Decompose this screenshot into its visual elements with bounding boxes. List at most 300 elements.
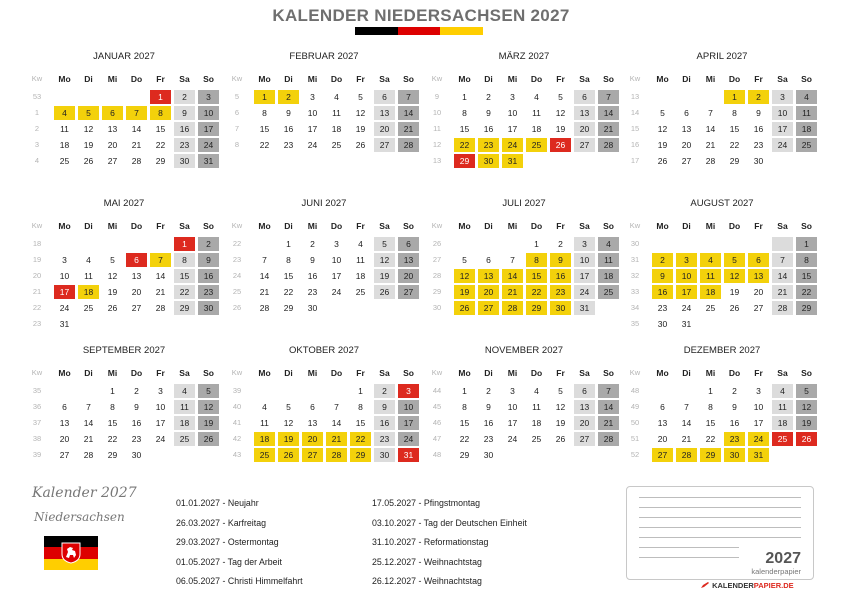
weekday-header: Mo — [258, 368, 271, 378]
week-number: 19 — [32, 255, 42, 264]
day-cell: 28 — [676, 448, 697, 462]
notes-year: 2027 — [765, 550, 801, 567]
week-number: 23 — [232, 255, 242, 264]
day-cell: 13 — [107, 124, 118, 134]
day-cell: 19 — [374, 269, 395, 283]
day-cell: 25 — [355, 287, 366, 297]
weekday-header: Kw — [31, 74, 43, 83]
day-cell: 3 — [756, 386, 761, 396]
day-cell: 15 — [107, 418, 118, 428]
weekday-header: Mi — [107, 74, 118, 84]
weekday-header: Fr — [754, 74, 763, 84]
day-cell: 31 — [574, 301, 595, 315]
weekday-header: Mo — [58, 368, 71, 378]
day-cell: 6 — [748, 253, 769, 267]
week-number: 16 — [630, 140, 640, 149]
weekday-header: Do — [330, 368, 343, 378]
weekday-header: Kw — [231, 221, 243, 230]
day-cell: 30 — [753, 156, 764, 166]
day-cell: 17 — [198, 122, 219, 136]
day-cell: 25 — [174, 432, 195, 446]
day-cell: 28 — [502, 301, 523, 315]
day-cell: 11 — [796, 106, 817, 120]
day-cell: 12 — [657, 124, 668, 134]
holiday-entry: 31.10.2027 - Reformationstag — [372, 537, 489, 547]
weekday-header: Kw — [431, 74, 443, 83]
holiday-entry: 26.03.2027 - Karfreitag — [176, 517, 266, 528]
day-cell: 21 — [131, 140, 142, 150]
week-number: 38 — [32, 434, 42, 443]
day-cell: 29 — [174, 301, 195, 315]
weekday-header: Kw — [431, 368, 443, 377]
weekday-header: Sa — [579, 221, 590, 231]
weekday-header: Mi — [507, 368, 518, 378]
day-cell: 18 — [355, 271, 366, 281]
day-cell: 19 — [796, 416, 817, 430]
day-cell: 24 — [681, 303, 692, 313]
day-cell: 30 — [174, 154, 195, 168]
day-cell: 5 — [796, 384, 817, 398]
week-number: 53 — [32, 92, 42, 101]
weekday-header: Mi — [705, 221, 716, 231]
pencil-icon — [700, 581, 710, 589]
day-cell: 18 — [531, 418, 542, 428]
weekday-header: Di — [484, 221, 493, 231]
weekday-header: Sa — [777, 221, 788, 231]
month-name: OKTOBER 2027 — [288, 345, 360, 356]
weekday-header: Mi — [507, 74, 518, 84]
day-cell: 10 — [676, 269, 697, 283]
weekday-header: Mo — [58, 221, 71, 231]
week-number: 30 — [432, 303, 442, 312]
day-cell: 24 — [59, 303, 70, 313]
day-cell: 9 — [652, 269, 673, 283]
day-cell: 21 — [598, 122, 619, 136]
week-number: 34 — [630, 303, 640, 312]
weekday-header: Mi — [107, 221, 118, 231]
day-cell: 20 — [681, 140, 692, 150]
day-cell: 12 — [454, 269, 475, 283]
day-cell: 1 — [462, 92, 467, 102]
day-cell: 29 — [796, 301, 817, 315]
day-cell: 23 — [131, 434, 142, 444]
weekday-header: Mo — [258, 221, 271, 231]
day-cell: 31 — [681, 319, 692, 329]
day-cell: 20 — [107, 140, 118, 150]
month-6 — [228, 198, 420, 338]
day-cell: 27 — [574, 138, 595, 152]
weekday-header: Do — [330, 74, 343, 84]
footer-script-subtitle: Niedersachsen — [34, 510, 125, 524]
day-cell: 2 — [748, 90, 769, 104]
day-cell: 6 — [102, 106, 123, 120]
weekday-header: Fr — [356, 221, 365, 231]
day-cell: 31 — [198, 154, 219, 168]
day-cell: 30 — [483, 450, 494, 460]
day-cell: 30 — [198, 301, 219, 315]
day-cell: 11 — [84, 271, 93, 281]
day-cell: 20 — [374, 122, 395, 136]
week-number: 13 — [630, 92, 640, 101]
day-cell: 2 — [486, 386, 491, 396]
day-cell: 1 — [150, 90, 171, 104]
holiday-entry: 29.03.2027 - Ostermontag — [176, 537, 279, 547]
day-cell: 4 — [358, 239, 363, 249]
day-cell: 28 — [705, 156, 716, 166]
day-cell: 27 — [574, 432, 595, 446]
day-cell: 16 — [307, 271, 318, 281]
day-cell: 23 — [374, 432, 395, 446]
day-cell: 4 — [174, 384, 195, 398]
weekday-header: So — [403, 221, 414, 231]
day-cell: 29 — [283, 303, 294, 313]
day-cell: 6 — [62, 402, 67, 412]
day-cell: 5 — [724, 253, 745, 267]
weekday-header: Mi — [307, 221, 318, 231]
day-cell: 23 — [483, 434, 494, 444]
day-cell: 30 — [550, 301, 571, 315]
week-number: 35 — [630, 319, 640, 328]
day-cell: 13 — [307, 418, 318, 428]
day-cell: 28 — [398, 138, 419, 152]
lower-saxony-horse-icon — [61, 542, 81, 564]
day-cell: 8 — [732, 108, 737, 118]
day-cell: 8 — [110, 402, 115, 412]
day-cell: 8 — [708, 402, 713, 412]
day-cell: 26 — [355, 140, 366, 150]
day-cell: 26 — [198, 432, 219, 446]
day-cell: 5 — [558, 92, 563, 102]
weekday-header: Di — [484, 74, 493, 84]
month-name: JUNI 2027 — [301, 198, 347, 209]
day-cell: 13 — [59, 418, 70, 428]
weekday-header: Kw — [31, 221, 43, 230]
day-cell: 30 — [657, 319, 668, 329]
weekday-header: Fr — [556, 368, 565, 378]
day-cell: 6 — [574, 384, 595, 398]
day-cell: 8 — [462, 402, 467, 412]
day-cell: 7 — [126, 106, 147, 120]
weekday-header: Do — [530, 74, 543, 84]
weekday-header: Kw — [31, 368, 43, 377]
day-cell: 10 — [772, 106, 793, 120]
day-cell: 16 — [283, 124, 294, 134]
weekday-header: So — [801, 221, 812, 231]
day-cell: 25 — [331, 140, 342, 150]
weekday-header: So — [403, 368, 414, 378]
day-cell: 10 — [198, 106, 219, 120]
day-cell: 15 — [459, 124, 470, 134]
day-cell: 13 — [681, 124, 692, 134]
day-cell: 5 — [462, 255, 467, 265]
day-cell: 6 — [574, 90, 595, 104]
day-cell: 16 — [483, 124, 494, 134]
week-number: 49 — [630, 402, 640, 411]
day-cell: 15 — [796, 269, 817, 283]
day-cell: 24 — [574, 285, 595, 299]
day-cell: 12 — [198, 400, 219, 414]
week-number: 48 — [630, 386, 640, 395]
day-cell: 26 — [374, 285, 395, 299]
day-cell: 22 — [796, 285, 817, 299]
weekday-header: Mi — [307, 74, 318, 84]
day-cell: 5 — [110, 255, 115, 265]
day-cell: 10 — [59, 271, 70, 281]
day-cell: 23 — [174, 138, 195, 152]
day-cell: 16 — [753, 124, 764, 134]
day-cell: 24 — [398, 432, 419, 446]
day-cell: 8 — [286, 255, 291, 265]
day-cell: 7 — [684, 402, 689, 412]
day-cell: 27 — [753, 303, 764, 313]
day-cell: 15 — [155, 124, 166, 134]
day-cell: 26 — [657, 156, 668, 166]
weekday-header: Mo — [58, 74, 71, 84]
day-cell: 19 — [454, 285, 475, 299]
weekday-header: Fr — [754, 221, 763, 231]
week-number: 25 — [232, 287, 242, 296]
day-cell: 26 — [555, 434, 566, 444]
day-cell: 18 — [531, 124, 542, 134]
month-name: SEPTEMBER 2027 — [82, 345, 166, 356]
weekday-header: Di — [284, 74, 293, 84]
weekday-header: Sa — [379, 368, 390, 378]
day-cell: 29 — [700, 448, 721, 462]
day-cell: 8 — [462, 108, 467, 118]
day-cell: 11 — [332, 108, 341, 118]
footer-script-title: Kalender 2027 — [32, 485, 137, 501]
notes-subtitle: kalenderpapier — [751, 567, 801, 576]
day-cell: 10 — [307, 108, 318, 118]
day-cell: 19 — [555, 124, 566, 134]
day-cell: 8 — [174, 253, 195, 267]
weekday-header: Mo — [458, 74, 471, 84]
day-cell: 26 — [278, 448, 299, 462]
weekday-header: Mo — [656, 221, 669, 231]
day-cell: 29 — [350, 448, 371, 462]
day-cell: 12 — [796, 400, 817, 414]
month-10 — [228, 345, 420, 485]
weekday-header: Do — [130, 368, 143, 378]
day-cell: 9 — [286, 108, 291, 118]
day-cell: 9 — [756, 108, 761, 118]
day-cell: 22 — [526, 285, 547, 299]
day-cell: 17 — [753, 418, 764, 428]
day-cell: 18 — [598, 269, 619, 283]
weekday-header: Fr — [356, 74, 365, 84]
week-number: 47 — [432, 434, 442, 443]
weekday-header: Fr — [556, 221, 565, 231]
day-cell: 7 — [510, 255, 515, 265]
day-cell: 20 — [478, 285, 499, 299]
day-cell: 18 — [254, 432, 275, 446]
weekday-header: Sa — [777, 368, 788, 378]
month-11 — [428, 345, 620, 485]
day-cell: 13 — [131, 271, 142, 281]
day-cell: 6 — [310, 402, 315, 412]
day-cell: 21 — [398, 122, 419, 136]
week-number: 44 — [432, 386, 442, 395]
day-cell: 12 — [283, 418, 294, 428]
day-cell: 25 — [772, 432, 793, 446]
day-cell: 11 — [260, 418, 269, 428]
week-number: 33 — [630, 287, 640, 296]
day-cell: 3 — [334, 239, 339, 249]
day-cell: 16 — [374, 416, 395, 430]
week-number: 52 — [630, 450, 640, 459]
weekday-header: Mi — [507, 221, 518, 231]
day-cell: 21 — [502, 285, 523, 299]
brand-text-a: KALENDER — [712, 581, 754, 590]
day-cell: 13 — [398, 253, 419, 267]
day-cell: 17 — [574, 269, 595, 283]
week-number: 20 — [32, 271, 42, 280]
day-cell: 20 — [753, 287, 764, 297]
weekday-header: Di — [484, 368, 493, 378]
day-cell: 11 — [356, 255, 365, 265]
month-5 — [28, 198, 220, 338]
holiday-entry: 03.10.2027 - Tag der Deutschen Einheit — [372, 517, 527, 528]
niedersachsen-flag — [44, 536, 98, 570]
day-cell: 30 — [374, 448, 395, 462]
day-cell: 4 — [534, 386, 539, 396]
weekday-header: Sa — [379, 74, 390, 84]
week-number: 9 — [434, 92, 440, 101]
week-number: 50 — [630, 418, 640, 427]
day-cell: 7 — [262, 255, 267, 265]
day-cell: 24 — [748, 432, 769, 446]
day-cell: 25 — [796, 138, 817, 152]
day-cell: 12 — [374, 253, 395, 267]
weekday-header: Do — [728, 74, 741, 84]
weekday-header: Di — [284, 221, 293, 231]
day-cell: 21 — [83, 434, 94, 444]
day-cell: 22 — [259, 140, 270, 150]
day-cell: 13 — [657, 418, 668, 428]
weekday-header: Fr — [156, 74, 165, 84]
day-cell: 9 — [198, 253, 219, 267]
day-cell: 22 — [729, 140, 740, 150]
day-cell: 28 — [259, 303, 270, 313]
day-cell: 27 — [374, 138, 395, 152]
weekday-header: Di — [284, 368, 293, 378]
day-cell: 24 — [772, 138, 793, 152]
week-number: 3 — [34, 140, 40, 149]
day-cell: 13 — [574, 400, 595, 414]
day-cell: 6 — [684, 108, 689, 118]
weekday-header: So — [801, 74, 812, 84]
day-cell: 25 — [598, 285, 619, 299]
day-cell: 24 — [502, 138, 523, 152]
day-cell: 19 — [198, 416, 219, 430]
month-name: APRIL 2027 — [696, 51, 748, 62]
holiday-entry: 01.05.2027 - Tag der Arbeit — [176, 556, 282, 567]
day-cell: 28 — [598, 138, 619, 152]
day-cell: 3 — [510, 92, 515, 102]
day-cell: 14 — [598, 106, 619, 120]
day-cell: 13 — [574, 106, 595, 120]
day-cell: 18 — [78, 285, 99, 299]
week-number: 15 — [630, 124, 640, 133]
week-number: 2 — [34, 124, 40, 133]
holiday-entry: 06.05.2027 - Christi Himmelfahrt — [176, 576, 303, 586]
day-cell: 14 — [131, 124, 142, 134]
day-cell: 20 — [574, 416, 595, 430]
week-number: 36 — [32, 402, 42, 411]
day-cell: 15 — [174, 269, 195, 283]
weekday-header: Sa — [579, 74, 590, 84]
weekday-header: Do — [130, 221, 143, 231]
day-cell: 17 — [398, 416, 419, 430]
day-cell: 23 — [198, 285, 219, 299]
day-cell: 12 — [555, 108, 566, 118]
holiday-entry: 17.05.2027 - Pfingstmontag — [372, 498, 481, 508]
day-cell: 1 — [286, 239, 291, 249]
week-number: 24 — [232, 271, 242, 280]
weekday-header: Di — [84, 74, 93, 84]
day-cell: 5 — [660, 108, 665, 118]
weekday-header: Mo — [258, 74, 271, 84]
day-cell: 14 — [681, 418, 692, 428]
day-cell: 24 — [155, 434, 166, 444]
day-cell: 2 — [652, 253, 673, 267]
week-number: 13 — [432, 156, 442, 165]
day-cell: 28 — [155, 303, 166, 313]
month-3 — [428, 51, 620, 191]
weekday-header: Do — [530, 368, 543, 378]
day-cell: 7 — [86, 402, 91, 412]
month-name: MÄRZ 2027 — [498, 51, 550, 62]
week-number: 46 — [432, 418, 442, 427]
day-cell: 20 — [657, 434, 668, 444]
day-cell: 27 — [681, 156, 692, 166]
day-cell: 1 — [796, 237, 817, 251]
day-cell: 15 — [729, 124, 740, 134]
day-cell: 8 — [526, 253, 547, 267]
day-cell: 22 — [705, 434, 716, 444]
day-cell: 10 — [155, 402, 166, 412]
weekday-header: Do — [728, 221, 741, 231]
day-cell: 22 — [174, 285, 195, 299]
day-cell: 9 — [486, 402, 491, 412]
day-cell: 19 — [555, 418, 566, 428]
weekday-header: Sa — [777, 74, 788, 84]
day-cell: 28 — [598, 432, 619, 446]
day-cell: 22 — [350, 432, 371, 446]
week-number: 17 — [630, 156, 640, 165]
day-cell: 4 — [796, 90, 817, 104]
day-cell: 25 — [526, 138, 547, 152]
weekday-header: Fr — [754, 368, 763, 378]
german-flag-bar — [355, 27, 483, 35]
day-cell: 19 — [107, 287, 118, 297]
day-cell: 5 — [286, 402, 291, 412]
weekday-header: So — [603, 368, 614, 378]
day-cell: 24 — [198, 138, 219, 152]
month-8 — [626, 198, 818, 338]
weekday-header: Mo — [458, 221, 471, 231]
day-cell: 17 — [676, 285, 697, 299]
day-cell: 27 — [302, 448, 323, 462]
day-cell: 25 — [254, 448, 275, 462]
week-number: 31 — [630, 255, 640, 264]
day-cell: 15 — [459, 418, 470, 428]
week-number: 6 — [234, 108, 240, 117]
day-cell: 24 — [307, 140, 318, 150]
weekday-header: Do — [330, 221, 343, 231]
day-cell: 21 — [598, 416, 619, 430]
day-cell: 15 — [526, 269, 547, 283]
